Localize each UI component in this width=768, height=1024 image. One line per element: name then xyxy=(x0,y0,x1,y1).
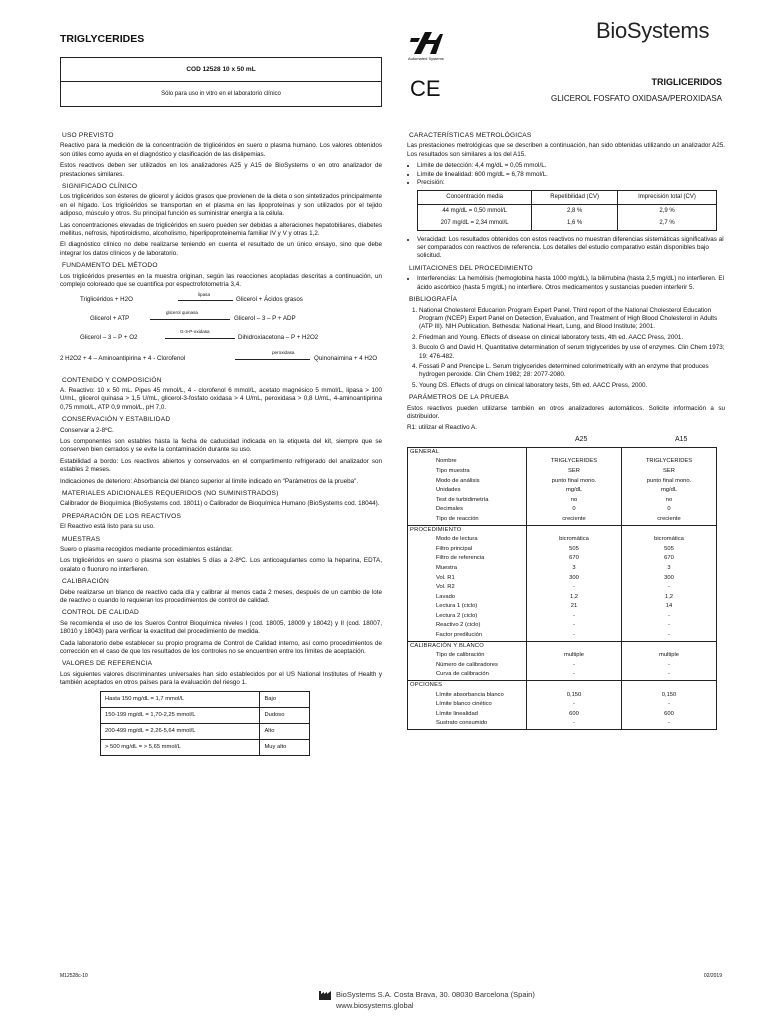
table-row xyxy=(408,661,717,671)
section-heading: USO PREVISTO xyxy=(62,132,114,139)
table-row xyxy=(408,486,717,496)
table-cell xyxy=(527,447,622,457)
parameter-value: 0 xyxy=(622,505,717,515)
table-cell xyxy=(622,447,717,457)
parameter-value: no xyxy=(622,496,717,506)
paragraph: Los componentes son estables hasta la fecha de caducidad indicada en la etiqueta del kit, siempre que se conserven bien cerrados y se evite la contaminación durante su uso. xyxy=(60,437,382,454)
parameter-value: no xyxy=(527,496,622,506)
table-cell: > 500 mg/dL = > 5,65 mmol/L xyxy=(101,739,260,755)
table-row xyxy=(408,691,717,701)
parameter-value: 21 xyxy=(527,602,622,612)
table-row xyxy=(408,593,717,603)
parameter-value: 0,150 xyxy=(527,691,622,701)
table-row xyxy=(408,670,717,680)
left-column xyxy=(60,128,382,756)
table-cell xyxy=(527,681,622,691)
paragraph: Conservar a 2-8ºC. xyxy=(60,426,114,434)
parameter-value: - xyxy=(527,670,622,680)
reference-values-table xyxy=(100,691,310,756)
parameter-value: creciente xyxy=(622,515,717,525)
parameter-value: TRIGLYCERIDES xyxy=(622,457,717,467)
reaction-right: Dihidroxiacetona – P + H2O2 xyxy=(238,333,319,341)
table-row xyxy=(408,621,717,631)
table-row xyxy=(408,515,717,525)
section-heading: MATERIALES ADICIONALES REQUERIDOS (NO SUMINISTRADOS) xyxy=(62,489,279,497)
enzyme-label: peroxidasa xyxy=(272,349,295,355)
table-row xyxy=(101,739,310,755)
parameter-value: 670 xyxy=(527,554,622,564)
parameter-label: Filtro de referencia xyxy=(436,555,485,562)
section-heading: CARACTERÍSTICAS METROLÓGICAS xyxy=(409,132,532,139)
section-heading: BIBLIOGRAFÍA xyxy=(409,296,458,304)
parameter-label: Test de turbidimetría xyxy=(436,496,489,503)
table-cell: 207 mg/dL = 2,34 mmol/L xyxy=(440,220,509,227)
parameter-value: multiple xyxy=(527,651,622,661)
parameter-value: mg/dL xyxy=(527,486,622,496)
parameter-label: Modo de análisis xyxy=(436,477,480,484)
reaction-left: Triglicéridos + H2O xyxy=(80,295,133,303)
parameter-value: punto final mono. xyxy=(622,477,717,487)
table-row xyxy=(408,612,717,622)
table-row xyxy=(408,467,717,477)
column-header: Repetibilidad (CV) xyxy=(532,191,618,204)
parameter-value: bicromática xyxy=(527,535,622,545)
table-row xyxy=(101,723,310,739)
table-row xyxy=(408,545,717,555)
list-item: 4. Fossati P and Prencipe L. Serum triglycerides determined colorimetrically with an enzyme that produces hydrogen peroxide. Clin Chem 1982; 28: 2077-2080. xyxy=(419,363,725,380)
parameter-value: mg/dL xyxy=(622,486,717,496)
subtitle-es: GLICEROL FOSFATO OXIDASA/PEROXIDASA xyxy=(550,94,722,103)
parameter-label: Tipo de reacción xyxy=(436,515,479,522)
parameter-value: - xyxy=(527,612,622,622)
section-title: OPCIONES xyxy=(408,681,527,691)
parameter-label: Modo de lectura xyxy=(436,536,478,543)
table-row xyxy=(408,496,717,506)
paragraph: R1: utilizar el Reactivo A. xyxy=(407,424,477,432)
section-heading: CONTROL DE CALIDAD xyxy=(62,609,139,617)
reaction-left: Glicerol – 3 – P + O2 xyxy=(80,333,138,341)
parameter-value: 600 xyxy=(622,710,717,720)
manufacturer-icon xyxy=(318,988,332,1000)
parameter-label: Sustrato consumido xyxy=(436,720,488,727)
table-cell: 1,6 % xyxy=(532,217,618,230)
parameter-value: - xyxy=(622,621,717,631)
table-row xyxy=(408,700,717,710)
table-row xyxy=(408,564,717,574)
parameter-value: 1,2 xyxy=(527,593,622,603)
column-head-a15: A15 xyxy=(675,435,688,443)
paragraph: Los triglicéridos en suero o plasma son estables 5 días a 2-8ºC. Los anticoagulantes como la heparina, EDTA, oxalato o fluoruro no interfieren. xyxy=(60,557,382,573)
parameter-value: - xyxy=(622,700,717,710)
parameter-label: Factor predilución xyxy=(436,632,483,639)
paragraph: Los triglicéridos son ésteres de glicerol y ácidos grasos que provienen de la dieta o son sintetizados principalmente en el hígado. Los triglicéridos se transportan en el plasma en las lipoproteínas y son utilizados por el tejido adiposo, músculo y otros. Su principal función es suministrar energía a la célula. xyxy=(60,193,382,218)
table-cell xyxy=(527,525,622,535)
parameter-value: SER xyxy=(527,467,622,477)
list xyxy=(407,275,725,292)
parameter-value: TRIGLYCERIDES xyxy=(527,457,622,467)
list-item: • Veracidad: Los resultados obtenidos con estos reactivos no muestran diferencias sistemáticas significativas al ser comparados con reactivos de referencia. Los detalles del estudio comparativo están disponibles bajo solicitud. xyxy=(417,236,725,261)
list-item: 2. Friedman and Young. Effects of disease on clinical laboratory tests, 4th ed. AACC Press, 2001. xyxy=(419,334,725,342)
paragraph: Suero o plasma recogidos mediante procedimientos estándar. xyxy=(60,546,233,553)
table-section-header xyxy=(408,525,717,535)
section-heading: CONTENIDO Y COMPOSICIÓN xyxy=(62,376,162,384)
table-row xyxy=(101,707,310,723)
parameter-value: 670 xyxy=(622,554,717,564)
table-cell xyxy=(622,525,717,535)
parameter-value: - xyxy=(527,661,622,671)
parameter-value: multiple xyxy=(622,651,717,661)
parameter-label: Muestra xyxy=(436,564,457,571)
document-date: 02/2019 xyxy=(703,973,722,979)
table-row xyxy=(408,535,717,545)
enzyme-label: lipasa xyxy=(198,291,211,297)
right-column xyxy=(407,128,725,730)
parameter-value: - xyxy=(527,631,622,641)
parameter-label: Límite blanco cinético xyxy=(436,701,492,708)
enzyme-label: glicerol quinasa xyxy=(166,309,198,315)
parameter-value: 505 xyxy=(527,545,622,555)
parameter-value: - xyxy=(527,719,622,729)
table-cell: 2,7 % xyxy=(617,217,716,230)
column-header: Imprecisión total (CV) xyxy=(617,191,716,204)
list-item: • Límite de detección: 4,4 mg/dL = 0,05 mmol/L. xyxy=(417,162,725,170)
table-row xyxy=(408,583,717,593)
table-cell xyxy=(527,641,622,651)
parameter-label: Lectura 2 (ciclo) xyxy=(436,612,478,619)
parameter-value: 3 xyxy=(622,564,717,574)
table-row xyxy=(101,691,310,707)
paragraph: Los siguientes valores discriminantes universales han sido establecidos por el US National Institutes of Health y también aceptados en otros países para la evaluación del riesgo 1. xyxy=(60,670,382,687)
reaction-right: Glicerol + Ácidos grasos xyxy=(236,295,303,303)
table-cell: Dudoso xyxy=(260,707,310,723)
parameter-label: Límite absorbancia blanco xyxy=(436,691,504,698)
table-row xyxy=(408,719,717,729)
parameter-value: - xyxy=(622,612,717,622)
paragraph: Las prestaciones metrológicas que se describen a continuación, han sido obtenidas utilizando un analizador A25. Los resultados son similares a los del A15. xyxy=(407,142,725,158)
parameter-label: Decimales xyxy=(436,506,464,513)
parameter-label: Lectura 1 (ciclo) xyxy=(436,603,478,610)
table-cell: Muy alto xyxy=(260,739,310,755)
list-item: 3. Bucolo G and David H. Quantitative determination of serum triglycerides by use of enzymes. Clin Chem 1973; 19: 476-482. xyxy=(419,344,725,361)
section-heading: CALIBRACIÓN xyxy=(62,578,109,586)
parameter-label: Nombre xyxy=(436,458,457,465)
parameter-value: - xyxy=(622,719,717,729)
table-cell: 2,9 % xyxy=(617,204,716,217)
title-es: TRIGLICERIDOS xyxy=(651,77,722,87)
test-parameters-table xyxy=(407,447,717,730)
table-cell xyxy=(622,681,717,691)
reaction-arrow xyxy=(235,359,310,360)
section-heading: PREPARACIÓN DE LOS REACTIVOS xyxy=(62,512,182,520)
manufacturer-website: www.biosystems.global xyxy=(336,1001,414,1010)
parameter-value: 1,2 xyxy=(622,593,717,603)
paragraph: A. Reactivo: 10 x 50 mL. Pipes 45 mmol/L, 4 - clorofenol 6 mmol/L, acetato magnésico 5 mmol/L, lipasa > 100 U/mL, glicerol quinasa > 1,5 U/mL, glicerol-3-fosfato oxidasa > 4 U/mL, peroxidasa > 0,8 U/mL, 4-aminoantipirina 0,75 mmol/L, ATP 0,9 mmol/L, pH 7,0. xyxy=(60,386,382,411)
section-heading: SIGNIFICADO CLÍNICO xyxy=(62,183,138,191)
reaction-arrow xyxy=(165,338,235,339)
parameter-value: punto final mono. xyxy=(527,477,622,487)
product-title: TRIGLYCERIDES xyxy=(60,33,145,45)
section-heading: VALORES DE REFERENCIA xyxy=(62,660,153,668)
reaction-right: Quinonaimina + 4 H2O xyxy=(314,354,378,362)
list-item: 1. National Cholesterol Educarion Program Expert Panel. Third report of the National Cholesterol Education Program (NCEP) Expert Panel on Detection, Evaluation, and Treatment of High Blood Cholesterol in Adults (ATP III). NIH Publication. Bethesda: National Heart, Lung, and Blood Institute; 2001. xyxy=(419,307,725,332)
section-heading: FUNDAMENTO DEL MÉTODO xyxy=(62,262,158,270)
document-code: M12528c-10 xyxy=(60,973,88,979)
code-line: COD 12528 10 x 50 mL xyxy=(61,58,381,82)
code-box xyxy=(60,57,382,107)
list-item: • Interferencias: La hemólisis (hemoglobina hasta 1000 mg/dL), la bilirrubina (hasta 2,5 mg/dL) no interfieren. El ácido ascórbico (hasta 5 mg/dL) no interfiere. Otros medicamentos y sustancias pueden interferir 5. xyxy=(417,275,725,292)
automated-systems-logo-icon xyxy=(410,30,444,56)
parameter-label: Unidades xyxy=(436,487,461,494)
table-row xyxy=(418,217,717,230)
list xyxy=(407,162,725,187)
list xyxy=(407,236,725,261)
list-item: • Precisión: xyxy=(417,179,725,187)
paragraph: Las concentraciones elevadas de triglicéridos en suero pueden ser debidas a alteraciones hepatobiliares, diabetes mellitus, nefrosis, hipotiroidismo, alcoholismo, hiperlipoproteinemia familiar IV y V y otras 1,2. xyxy=(60,221,382,238)
reaction-left: Glicerol + ATP xyxy=(90,314,130,322)
parameter-value: - xyxy=(622,631,717,641)
section-heading: CONSERVACIÓN Y ESTABILIDAD xyxy=(62,416,171,424)
list-item: 5. Young DS. Effects of drugs on clinical laboratory tests, 5th ed. AACC Press, 2000. xyxy=(419,382,725,390)
paragraph: Estabilidad a bordo: Los reactivos abiertos y conservados en el compartimento refrigerado del analizador son estables 2 meses. xyxy=(60,457,382,474)
reaction-scheme xyxy=(60,293,382,373)
section-title: CALIBRACIÓN Y BLANCO xyxy=(408,641,527,651)
parameter-value: 14 xyxy=(622,602,717,612)
table-cell: 44 mg/dL = 0,50 mmol/L xyxy=(442,207,507,214)
table-cell: 2,8 % xyxy=(532,204,618,217)
precision-table xyxy=(417,190,717,230)
table-section-header xyxy=(408,447,717,457)
parameter-label: Curva de calibración xyxy=(436,671,489,678)
manufacturer-address: BioSystems S.A. Costa Brava, 30. 08030 Barcelona (Spain) xyxy=(336,990,535,999)
reaction-arrow xyxy=(178,300,233,301)
table-cell: Bajo xyxy=(260,691,310,707)
parameter-label: Lavado xyxy=(436,593,456,600)
table-row xyxy=(408,554,717,564)
paragraph: El Reactivo está listo para su uso. xyxy=(60,523,155,531)
section-heading: MUESTRAS xyxy=(62,535,101,543)
reaction-arrow xyxy=(150,319,230,320)
table-section-header xyxy=(408,641,717,651)
parameter-value: - xyxy=(527,583,622,593)
parameter-value: 300 xyxy=(622,574,717,584)
table-row xyxy=(408,710,717,720)
parameter-value: 505 xyxy=(622,545,717,555)
table-cell: 150-199 mg/dL = 1,70-2,25 mmol/L xyxy=(101,707,260,723)
section-heading: LIMITACIONES DEL PROCEDIMIENTO xyxy=(409,264,533,272)
section-title: GENERAL xyxy=(410,448,440,455)
paragraph: Estos reactivos pueden utilizarse también en otros analizadores automáticos. Solicite información a su distribuidor. xyxy=(407,404,725,420)
reaction-right: Glicerol – 3 – P + ADP xyxy=(234,314,296,322)
brand-name: BioSystems xyxy=(596,18,710,43)
parameter-value: 300 xyxy=(527,574,622,584)
parameter-label: Filtro principal xyxy=(436,545,473,552)
parameter-value: creciente xyxy=(527,515,622,525)
parameter-value: - xyxy=(527,621,622,631)
table-cell: Alto xyxy=(260,723,310,739)
paragraph: El diagnóstico clínico no debe realizarse teniendo en cuenta el resultado de un único ensayo, sino que debe integrar los datos clínicos y de laboratorio. xyxy=(60,241,382,257)
parameter-value: - xyxy=(622,670,717,680)
paragraph: Los triglicéridos presentes en la muestra originan, según las reacciones acopladas descritas a continuación, un complejo coloreado que se cuantifica por espectrofotometría 3,4. xyxy=(60,272,382,289)
parameter-label: Tipo de calibración xyxy=(436,652,485,659)
ce-mark: CE xyxy=(410,76,441,101)
section-title: PROCEDIMIENTO xyxy=(408,525,527,535)
table-cell xyxy=(622,641,717,651)
bibliography-list xyxy=(407,307,725,391)
paragraph: Calibrador de Bioquímica (BioSystems cod. 18011) o Calibrador de Bioquímica Humano (BioSystems cod. 18044). xyxy=(60,500,380,508)
paragraph: Indicaciones de deterioro: Absorbancia del blanco superior al límite indicado en "Parámetros de la prueba". xyxy=(60,477,359,485)
table-row xyxy=(408,457,717,467)
list-item: • Límite de linealidad: 600 mg/dL = 6,78 mmol/L. xyxy=(417,171,725,179)
table-header-row xyxy=(418,191,717,204)
paragraph: Se recomienda el uso de los Sueros Control Bioquímica niveles I (cod. 18005, 18009 y 18042) y II (cod. 18007, 18010 y 18043) para verificar la exactitud del procedimiento de medida. xyxy=(60,619,382,636)
logo-caption: Automated Systems xyxy=(408,56,444,61)
section-heading: PARÁMETROS DE LA PRUEBA xyxy=(409,394,509,402)
parameter-value: - xyxy=(622,661,717,671)
analyzer-column-heads xyxy=(407,436,725,447)
table-section-header xyxy=(408,681,717,691)
table-row xyxy=(408,651,717,661)
parameter-label: Vol. R1 xyxy=(436,574,455,581)
parameter-value: SER xyxy=(622,467,717,477)
parameter-value: bicromática xyxy=(622,535,717,545)
parameter-value: 3 xyxy=(527,564,622,574)
enzyme-label: G-3-P-oxidasa xyxy=(180,328,210,334)
table-row xyxy=(418,204,717,217)
table-row xyxy=(408,477,717,487)
table-cell: Hasta 150 mg/dL = 1,7 mmol/L xyxy=(101,691,260,707)
use-line: Sólo para uso in vitro en el laboratorio clínico xyxy=(161,91,281,97)
table-row xyxy=(408,631,717,641)
parameter-label: Vol. R2 xyxy=(436,584,455,591)
paragraph: Estos reactivos deben ser utilizados en los analizadores A25 y A15 de BioSystems o en otro analizador de prestaciones similares. xyxy=(60,162,382,178)
parameter-value: 0 xyxy=(527,505,622,515)
column-head-a25: A25 xyxy=(575,435,588,443)
parameter-label: Límite linealidad xyxy=(436,710,478,717)
reaction-left: 2 H2O2 + 4 – Aminoantipirina + 4 - Clorofenol xyxy=(60,354,186,362)
table-row xyxy=(408,574,717,584)
parameter-value: - xyxy=(622,583,717,593)
parameter-value: 600 xyxy=(527,710,622,720)
parameter-value: - xyxy=(527,700,622,710)
table-cell: 200-499 mg/dL = 2,26-5,64 mmol/L xyxy=(101,723,260,739)
column-header: Concentración media xyxy=(418,191,532,204)
paragraph: Cada laboratorio debe establecer su propio programa de Control de Calidad interno, así como procedimientos de corrección en el caso de que los resultados de los controles no se encuentren entre los límites de aceptación. xyxy=(60,639,382,656)
parameter-label: Tipo muestra xyxy=(436,467,470,474)
parameter-value: 0,150 xyxy=(622,691,717,701)
parameter-label: Reactivo 2 (ciclo) xyxy=(436,622,481,629)
table-row xyxy=(408,505,717,515)
paragraph: Reactivo para la medición de la concentración de triglicéridos en suero o plasma humano. Los valores obtenidos son útiles como ayuda en el diagnóstico y clasificación de las dislipemias. xyxy=(60,142,382,158)
table-row xyxy=(408,602,717,612)
paragraph: Debe realizarse un blanco de reactivo cada día y calibrar al menos cada 2 meses, después de un cambio de lote de reactivo o cuando lo requieran los procedimientos de control de calidad. xyxy=(60,588,382,605)
parameter-label: Número de calibradores xyxy=(436,661,498,668)
